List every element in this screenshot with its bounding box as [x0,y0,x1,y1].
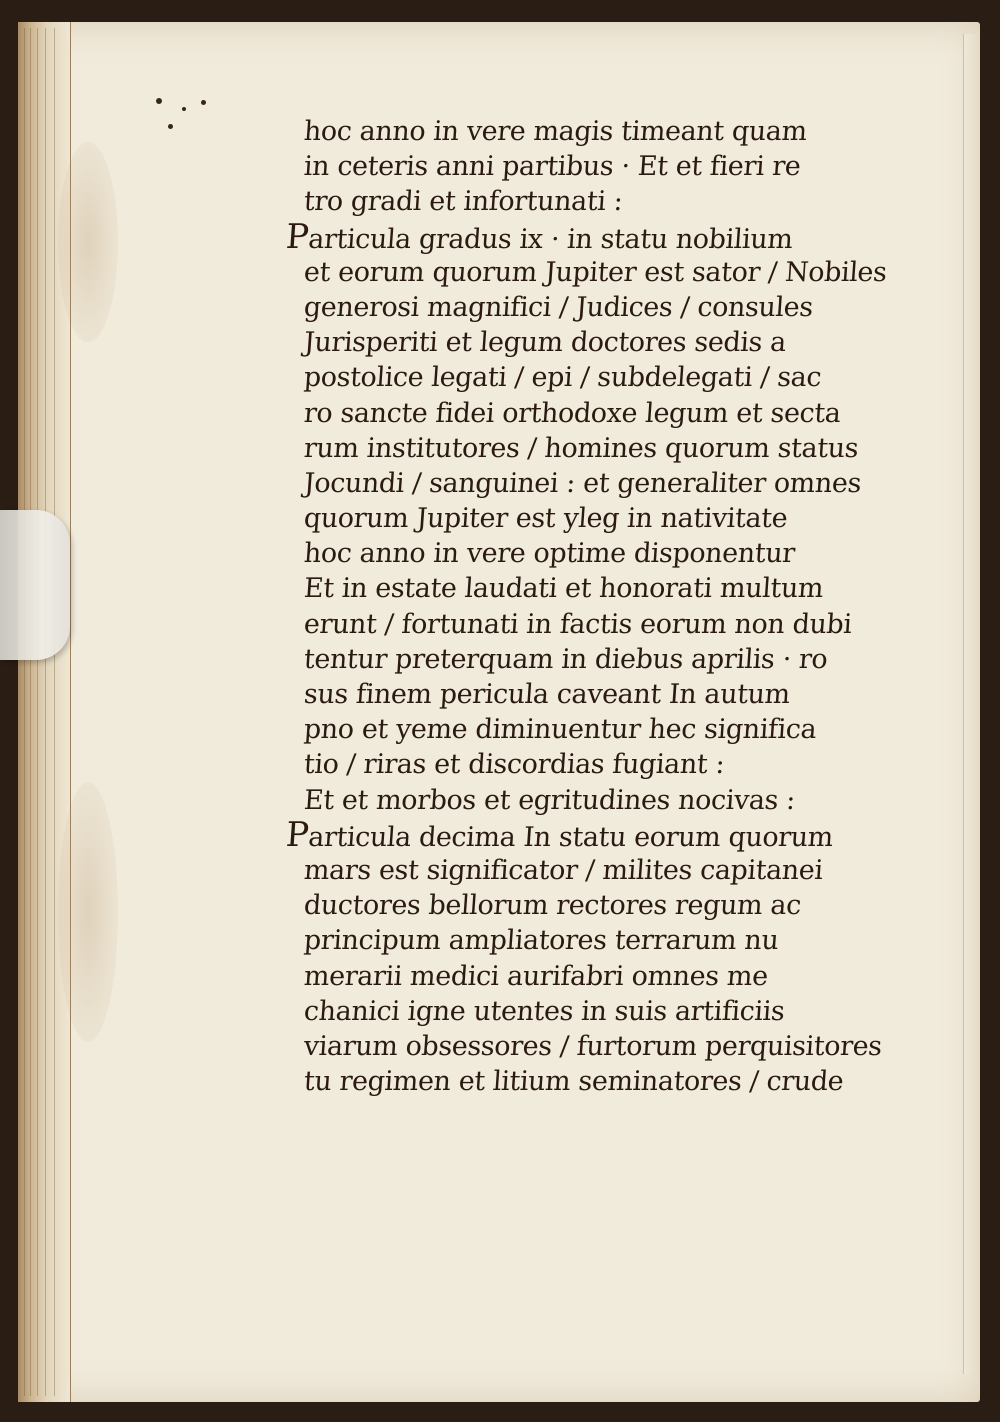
text-line: hoc anno in vere optime disponentur [302,538,796,570]
text-line: rum institutores / homines quorum status [302,432,860,464]
page-clip [0,510,70,660]
text-line: Et et morbos et egritudines nocivas : [302,784,797,816]
text-line: tro gradi et infortunati : [302,186,624,218]
text-line: chanici igne utentes in suis artificiis [302,995,786,1027]
text-line: hoc anno in vere magis timeant quam [302,116,808,147]
text-line: sus finem pericula caveant In autum [302,679,791,710]
page-stain [58,782,118,1042]
manuscript-page [18,22,980,1402]
text-line: erunt / fortunati in factis eorum non dubi [302,608,853,640]
text-line: postolice legati / epi / subdelegati / sac [302,362,823,394]
text-line: principum ampliatores terrarum nu [302,925,780,957]
text-line: tio / riras et discordias fugiant : [302,749,726,781]
text-line: ro sancte fidei orthodoxe legum et secta [302,397,842,429]
text-line: Jocundi / sanguinei : et generaliter omnes [302,467,863,499]
text-line: merarii medici aurifabri omnes me [302,960,769,992]
text-line: generosi magnifici / Judices / consules [302,291,814,323]
text-line: ductores bellorum rectores regum ac [302,890,802,922]
text-line: et eorum quorum Jupiter est sator / Nobiles [302,256,888,288]
text-line: quorum Jupiter est yleg in nativitate [302,503,789,535]
paragraph-heading-line: Particula decima In statu eorum quorum [284,814,835,855]
text-line: Jurisperiti et legum doctores sedis a [302,327,788,359]
text-line: tu regimen et litium seminatores / crude [302,1066,845,1098]
page-stain [58,142,118,342]
text-line: viarum obsessores / furtorum perquisitores [302,1030,883,1062]
text-line: mars est significator / milites capitanei [302,854,824,886]
text-line: tentur preterquam in diebus aprilis · ro [302,643,829,675]
text-line: pno et yeme diminuentur hec significa [302,714,818,746]
text-line: in ceteris anni partibus · Et et fieri re [302,151,802,183]
ink-marks [146,80,226,140]
manuscript-text [276,114,916,1099]
paragraph-heading-line: Particula gradus ix · in statu nobilium [284,216,794,257]
text-line: Et in estate laudati et honorati multum [302,573,825,605]
page-edge [963,34,980,1374]
